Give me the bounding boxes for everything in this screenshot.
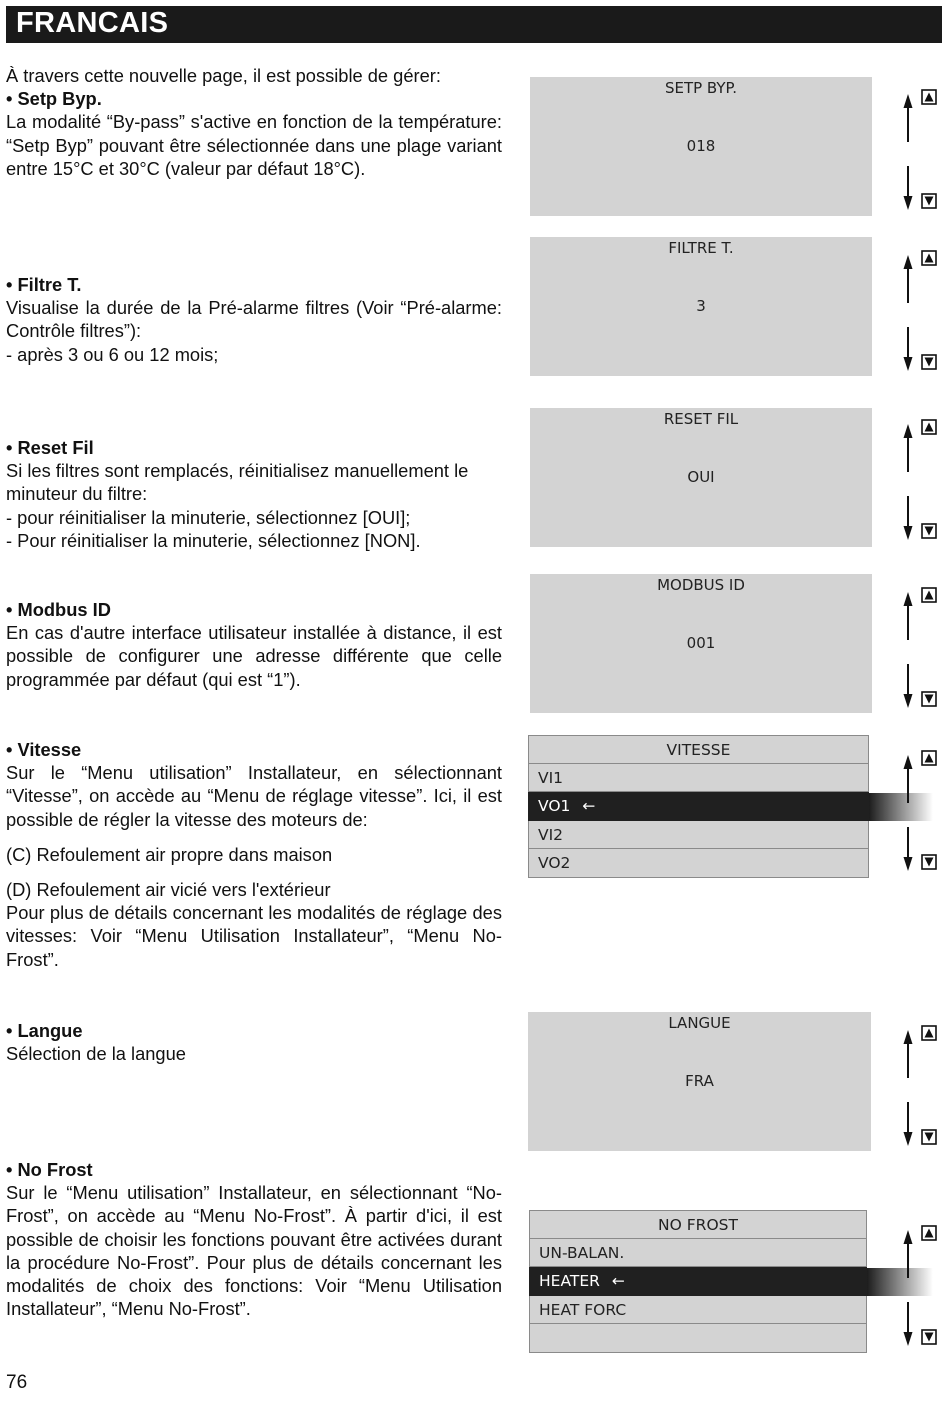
display-title: MODBUS ID — [657, 576, 745, 594]
no-frost-menu — [529, 1210, 867, 1353]
menu-item[interactable]: UN-BALAN. — [529, 1239, 867, 1268]
arrow-left-icon: ← — [582, 797, 596, 816]
vitesse-item-d: (D) Refoulement air vicié vers l'extérieur — [6, 879, 331, 901]
modbus-text: En cas d'autre interface utilisateur installée à distance, il est possible de configurer une adresse différente que celle programmée par défaut (qui est “1”). — [6, 622, 502, 690]
up-down-arrows-icon — [898, 414, 942, 546]
page-number: 76 — [6, 1372, 28, 1393]
reset-text: Si les filtres sont remplacés, réinitialisez manuellement le minuteur du filtre: — [6, 460, 469, 505]
section-modbus — [6, 598, 502, 691]
filtre-list-item: - après 3 ou 6 ou 12 mois; — [6, 343, 219, 365]
menu-item[interactable]: VI1 — [528, 764, 869, 793]
up-down-arrows-icon — [898, 1020, 942, 1152]
no-frost-heading: • No Frost — [6, 1159, 93, 1180]
vitesse-text: Sur le “Menu utilisation” Installateur, en sélectionnant “Vitesse”, on accède au “Menu de réglage vitesse”. Ici, il est possible de régler la vitesse des moteurs de: — [6, 762, 502, 830]
reset-display — [530, 408, 872, 547]
section-no-frost — [6, 1158, 502, 1320]
menu-item-selected[interactable] — [528, 792, 869, 821]
up-down-arrows-icon — [898, 745, 942, 877]
menu-item[interactable]: VO2 — [528, 849, 869, 878]
up-down-arrows-icon — [898, 582, 942, 714]
display-value: 018 — [686, 137, 716, 155]
page-header — [6, 6, 942, 43]
no-frost-text: Sur le “Menu utilisation” Installateur, en sélectionnant “No-Frost”, on accède au “Menu No-Frost”. À partir d'ici, il est possible de choisir les fonctions pouvant être activées durant la procédure No-Frost”. Pour plus de détails concernant les modalités de choix des fonctions: Voir “Menu Utilisation Installateur”, “Menu No-Frost”. — [6, 1182, 502, 1320]
menu-item-label: VO1 — [538, 797, 571, 816]
vitesse-menu — [528, 735, 869, 878]
setp-byp-heading: • Setp Byp. — [6, 88, 102, 110]
up-down-arrows-icon — [898, 84, 942, 216]
langue-text: Sélection de la langue — [6, 1043, 186, 1065]
vitesse-details: Pour plus de détails concernant les modalités de réglage des vitesses: Voir “Menu Utilisation Installateur”, “Menu No-Frost”. — [6, 902, 502, 970]
arrow-left-icon: ← — [611, 1272, 625, 1291]
setp-byp-text: La modalité “By-pass” s'active en fonction de la température: “Setp Byp” pouvant être sélectionnée dans une plage variant entre 15°C et 30°C (valeur par défaut 18°C). — [6, 111, 502, 179]
langue-display — [528, 1012, 871, 1151]
section-langue — [6, 1019, 502, 1065]
menu-title: VITESSE — [528, 735, 869, 764]
section-setp-byp — [6, 64, 502, 180]
up-down-arrows-icon — [898, 1220, 942, 1352]
display-title: FILTRE T. — [668, 239, 734, 257]
menu-item-selected[interactable] — [529, 1267, 867, 1296]
reset-heading: • Reset Fil — [6, 437, 94, 458]
filtre-text: Visualise la durée de la Pré-alarme filtres (Voir “Pré-alarme: Contrôle filtres”): — [6, 297, 502, 342]
menu-item[interactable]: VI2 — [528, 821, 869, 850]
page-title: FRANCAIS — [16, 7, 169, 39]
modbus-heading: • Modbus ID — [6, 599, 111, 620]
menu-title: NO FROST — [529, 1210, 867, 1239]
section-filtre — [6, 273, 502, 366]
display-title: SETP BYP. — [664, 79, 738, 97]
filtre-display — [530, 237, 872, 376]
display-value: OUI — [687, 468, 715, 486]
up-down-arrows-icon — [898, 245, 942, 377]
display-value: 001 — [686, 634, 716, 652]
section-reset — [6, 436, 502, 552]
modbus-display — [530, 574, 872, 713]
display-value: FRA — [685, 1072, 714, 1090]
setp-byp-display — [530, 77, 872, 216]
reset-list-item-non: - Pour réinitialiser la minuterie, sélectionnez [NON]. — [6, 529, 421, 551]
reset-list-item-oui: - pour réinitialiser la minuterie, sélectionnez [OUI]; — [6, 506, 411, 528]
display-title: LANGUE — [668, 1014, 731, 1032]
intro-text: À travers cette nouvelle page, il est possible de gérer: — [6, 65, 441, 86]
menu-item[interactable] — [529, 1324, 867, 1353]
section-vitesse — [6, 738, 502, 971]
menu-item-label: HEATER — [539, 1272, 600, 1291]
filtre-heading: • Filtre T. — [6, 274, 82, 295]
menu-item[interactable]: HEAT FORC — [529, 1296, 867, 1325]
vitesse-item-c: (C) Refoulement air propre dans maison — [6, 843, 333, 865]
vitesse-heading: • Vitesse — [6, 739, 82, 760]
display-value: 3 — [696, 297, 706, 315]
display-title: RESET FIL — [663, 410, 739, 428]
langue-heading: • Langue — [6, 1020, 83, 1041]
